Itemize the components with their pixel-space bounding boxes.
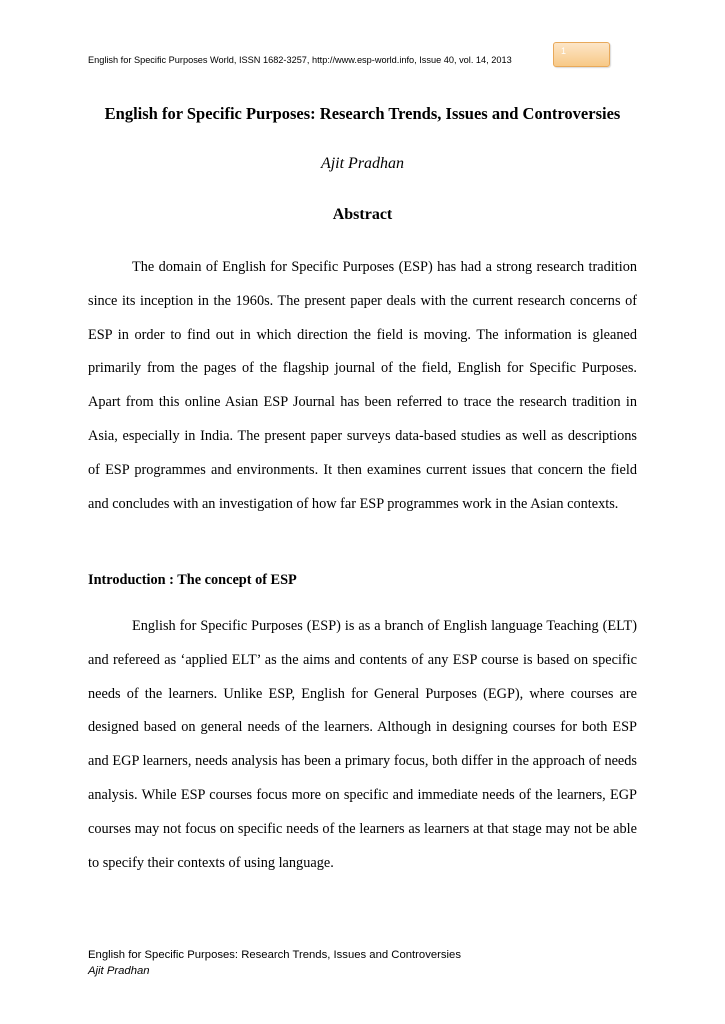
introduction-paragraph: English for Specific Purposes (ESP) is as a branch of English language Teaching (ELT) and refereed as ‘applied ELT’ as the aims and contents of any ESP course is based on specific needs of the learners. Unlike ESP, English for General Purposes (EGP), where courses are designed based on general needs of the learners. Although in designing courses for both ESP and EGP learners, needs analysis has been a primary focus, both differ in the approach of needs analysis. While ESP courses focus more on specific and immediate needs of the learners, EGP courses may not focus on specific needs of the learners as learners at that stage may not be able to specify their contexts of using language. [88, 618, 637, 871]
abstract-heading: Abstract [332, 206, 393, 223]
page-number-badge [553, 42, 610, 67]
paper-author: Ajit Pradhan [320, 155, 405, 172]
page-number: 1 [561, 46, 567, 56]
footer-title: English for Specific Purposes: Research Trends, Issues and Controversies [88, 949, 461, 961]
running-footer [88, 947, 461, 979]
introduction-heading: Introduction : The concept of ESP [88, 572, 297, 588]
paper-title: English for Specific Purposes: Research Trends, Issues and Controversies [104, 104, 621, 123]
running-header: English for Specific Purposes World, ISSN 1682-3257, http://www.esp-world.info, Issue 40, vol. 14, 2013 [88, 55, 512, 65]
abstract-paragraph: The domain of English for Specific Purposes (ESP) has had a strong research tradition since its inception in the 1960s. The present paper deals with the current research concerns of ESP in order to find out in which direction the field is moving. The information is gleaned primarily from the pages of the flagship journal of the field, English for Specific Purposes. Apart from this online Asian ESP Journal has been referred to trace the research tradition in Asia, especially in India. The present paper surveys data-based studies as well as descriptions of ESP programmes and environments. It then examines current issues that concern the field and concludes with an investigation of how far ESP programmes work in the Asian contexts. [88, 259, 637, 512]
footer-author: Ajit Pradhan [88, 965, 150, 977]
